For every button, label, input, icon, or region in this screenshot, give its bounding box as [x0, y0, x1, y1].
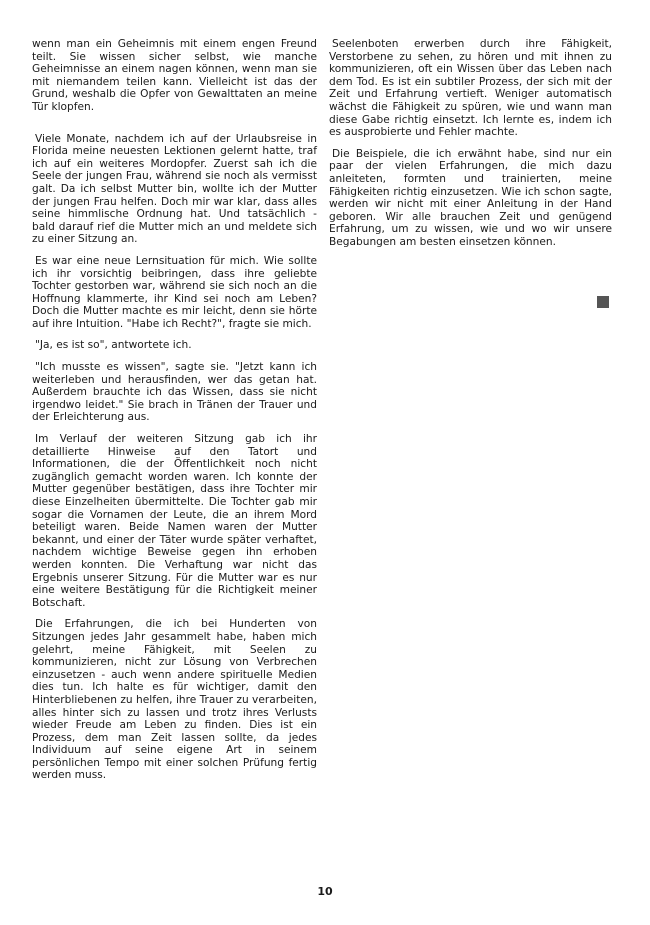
paragraph: Die Erfahrungen, die ich bei Hunderten von Sitzungen jedes Jahr gesammelt habe, haben mich gelehrt, meine Fähigkeit, mit Seelen zu kommunizieren, nicht zur Lösung von Verbrechen einzusetzen - auch wenn andere spirituelle Medien dies tun. Ich halte es für wichtiger, damit den Hinterbliebenen zu helfen, ihre Trauer zu verarbeiten, alles hinter sich zu lassen und trotz ihres Verlusts wieder Freude am Leben zu finden. Dies ist ein Prozess, dem man Zeit lassen sollte, da jedes Individuum auf seine eigene Art in seinem persönlichen Tempo mit einer solchen Prüfung fertig werden muss.	[32, 618, 317, 782]
paragraph: Die Beispiele, die ich erwähnt habe, sind nur ein paar der vielen Erfahrungen, die mich dazu anleiteten, formten und trainierten, meine Fähigkeiten richtig einzusetzen. Wie ich schon sagte, werden wir nicht mit einer Anleitung in der Hand geboren. Wir alle brauchen Zeit und genügend Erfahrung, um zu wissen, wie und wo wir unsere Begabungen am besten einsetzen können.	[329, 147, 612, 248]
paragraph: Es war eine neue Lernsituation für mich. Wie sollte ich ihr vorsichtig beibringen, dass ihre geliebte Tochter gestorben war, während sie sich noch an die Hoffnung klammerte, ihr Kind sei noch am Leben? Doch die Mutter machte es mir leicht, denn sie hörte auf ihre Intuition. "Habe ich Recht?", fragte sie mich.	[32, 254, 317, 330]
end-of-article-square-icon	[597, 296, 609, 308]
paragraph: Viele Monate, nachdem ich auf der Urlaubsreise in Florida meine neuesten Lektionen gelernt hatte, traf ich auf ein weiteres Mordopfer. Zuerst sah ich die Seele der jungen Frau, während sie noch als vermisst galt. Da ich selbst Mutter bin, wollte ich der Mutter der jungen Frau helfen. Doch mir war klar, dass alles seine himmlische Ordnung hat. Und tatsächlich - bald darauf rief die Mutter mich an und meldete sich zu einer Sitzung an.	[32, 132, 317, 246]
left-column	[32, 38, 317, 791]
paragraph: "Ich musste es wissen", sagte sie. "Jetzt kann ich weiterleben und herausfinden, wer das getan hat. Außerdem brauchte ich das Wissen, dass sie nicht irgendwo leidet." Sie brach in Tränen der Trauer und der Erleichterung aus.	[32, 361, 317, 424]
right-column	[329, 38, 612, 258]
paragraph: Im Verlauf der weiteren Sitzung gab ich ihr detaillierte Hinweise auf den Tatort und Informationen, die der Öffentlichkeit noch nicht zugänglich gemacht worden waren. Ich konnte der Mutter gegenüber bestätigen, dass ihre Tochter mir diese Einzelheiten übermittelte. Die Tochter gab mir sogar die Vornamen der Leute, die an ihrem Mord beteiligt waren. Beide Namen waren der Mutter bekannt, und einer der Täter wurde später verhaftet, nachdem wichtige Beweise gegen ihn erhoben werden konnten. Die Verhaftung war nicht das Ergebnis unserer Sitzung. Für die Mutter war es nur eine weitere Bestätigung für die Richtigkeit meiner Botschaft.	[32, 433, 317, 609]
paragraph: wenn man ein Geheimnis mit einem engen Freund teilt. Sie wissen sicher selbst, wie manche Geheimnisse an einem nagen können, wenn man sie mit niemandem teilen kann. Vielleicht ist das der Grund, weshalb die Opfer von Gewalttaten an meine Tür klopfen.	[32, 38, 317, 113]
page-number: 10	[317, 885, 333, 898]
paragraph: "Ja, es ist so", antwortete ich.	[35, 339, 192, 352]
paragraph: Seelenboten erwerben durch ihre Fähigkeit, Verstorbene zu sehen, zu hören und mit ihnen zu kommunizieren, oft ein Wissen über das Leben nach dem Tod. Es ist ein subtiler Prozess, der sich mit der Zeit und Erfahrung vertieft. Weniger automatisch wächst die Fähigkeit zu spüren, wie und wann man diese Gabe richtig einsetzt. Ich lernte es, indem ich es ausprobierte und Fehler machte.	[329, 38, 612, 139]
